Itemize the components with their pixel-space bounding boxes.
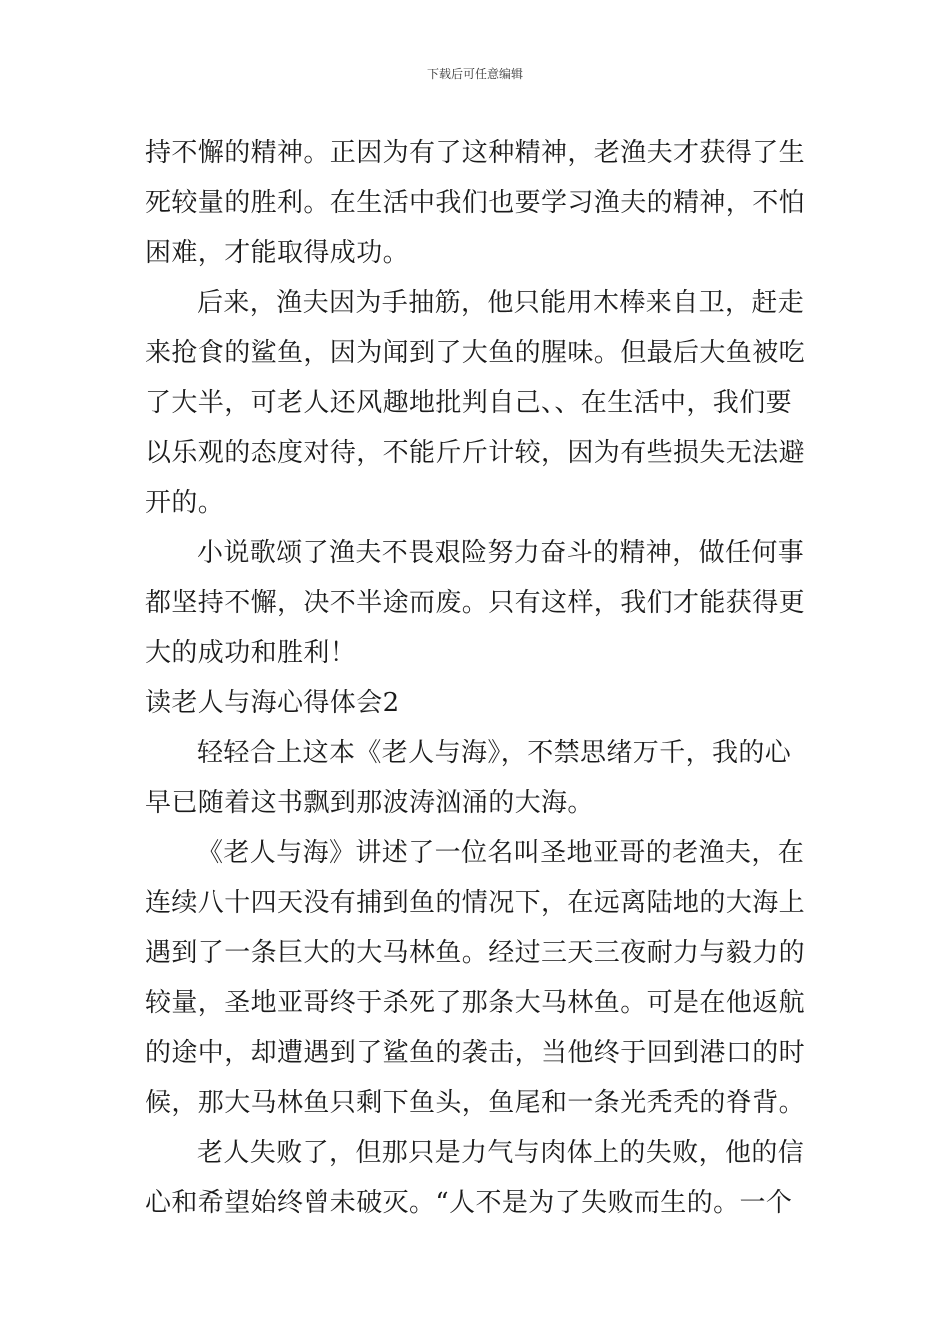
paragraph	[145, 128, 807, 278]
text-line: 大的成功和胜利！	[145, 638, 357, 668]
paragraph	[145, 278, 807, 528]
text-line: 都坚持不懈，决不半途而废。只有这样，我们才能获得更	[145, 588, 806, 618]
text-line: 候，那大马林鱼只剩下鱼头，鱼尾和一条光秃秃的脊背。	[145, 1088, 806, 1118]
text-line: 后来，渔夫因为手抽筋，他只能用木棒来自卫，赶走	[197, 288, 805, 318]
section-heading-text: 读老人与海心得体会2	[145, 688, 400, 718]
text-line: 了大半，可老人还风趣地批判自己、、在生活中，我们要	[145, 388, 793, 418]
text-line: 持不懈的精神。正因为有了这种精神，老渔夫才获得了生	[145, 138, 806, 168]
paragraph	[145, 528, 807, 678]
paragraph	[145, 828, 807, 1128]
text-line: 小说歌颂了渔夫不畏艰险努力奋斗的精神，做任何事	[197, 538, 805, 568]
text-line: 开的。	[145, 488, 225, 518]
paragraph	[145, 728, 807, 828]
text-line: 轻轻合上这本《老人与海》，不禁思绪万千，我的心	[197, 738, 792, 768]
text-line: 死较量的胜利。在生活中我们也要学习渔夫的精神，不怕	[145, 188, 806, 218]
page-header-note: 下载后可任意编辑	[426, 67, 523, 81]
text-line: 来抢食的鲨鱼，因为闻到了大鱼的腥味。但最后大鱼被吃	[145, 338, 806, 368]
text-line: 遇到了一条巨大的大马林鱼。经过三天三夜耐力与毅力的	[145, 938, 806, 968]
text-line: 的途中，却遭遇到了鲨鱼的袭击，当他终于回到港口的时	[145, 1038, 806, 1068]
document-body	[145, 128, 807, 1228]
text-line: 连续八十四天没有捕到鱼的情况下，在远离陆地的大海上	[145, 888, 806, 918]
text-line: 老人失败了，但那只是力气与肉体上的失败，他的信	[197, 1138, 805, 1168]
text-line: 困难，才能取得成功。	[145, 238, 410, 268]
paragraph	[145, 1128, 807, 1228]
text-line: 较量，圣地亚哥终于杀死了那条大马林鱼。可是在他返航	[145, 988, 806, 1018]
text-line: 心和希望始终曾未破灭。“人不是为了失败而生的。一个	[145, 1188, 793, 1218]
section-heading	[145, 678, 807, 728]
text-line: 《老人与海》讲述了一位名叫圣地亚哥的老渔夫，在	[197, 838, 805, 868]
text-line: 早已随着这书飘到那波涛汹涌的大海。	[145, 788, 594, 818]
text-line: 以乐观的态度对待，不能斤斤计较，因为有些损失无法避	[145, 438, 806, 468]
